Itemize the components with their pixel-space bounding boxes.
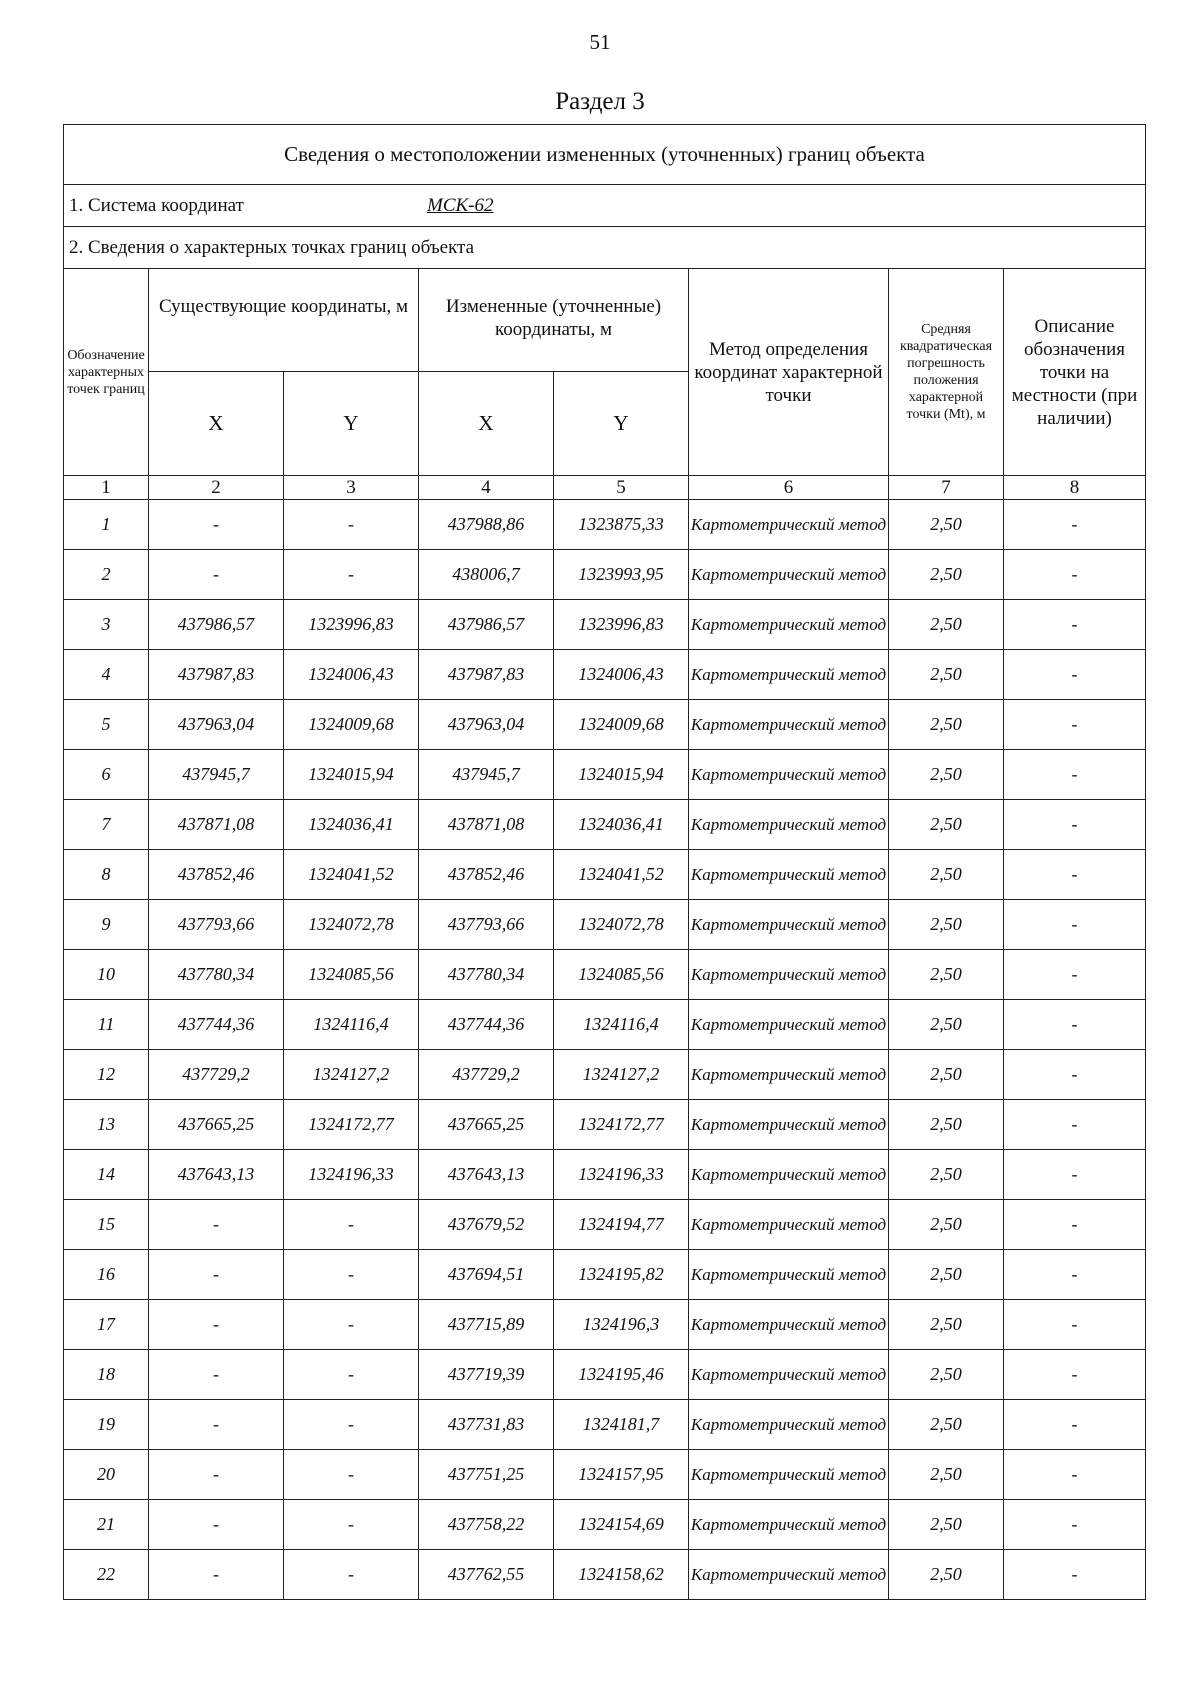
method-cell: Картометрический метод <box>689 500 889 550</box>
changed-y-cell: 1324172,77 <box>554 1100 689 1150</box>
existing-x-cell: 437744,36 <box>149 1000 284 1050</box>
point-number-cell: 8 <box>64 850 149 900</box>
point-number-cell: 12 <box>64 1050 149 1100</box>
existing-x-cell: 437665,25 <box>149 1100 284 1150</box>
point-number-cell: 10 <box>64 950 149 1000</box>
table-row <box>64 500 1146 550</box>
existing-y-cell: - <box>284 1400 419 1450</box>
existing-x-cell: 437945,7 <box>149 750 284 800</box>
table-row <box>64 1250 1146 1300</box>
description-cell: - <box>1004 1350 1146 1400</box>
column-number: 2 <box>149 476 284 500</box>
rmse-cell: 2,50 <box>889 600 1004 650</box>
method-cell: Картометрический метод <box>689 1250 889 1300</box>
rmse-cell: 2,50 <box>889 750 1004 800</box>
changed-x-cell: 437751,25 <box>419 1450 554 1500</box>
table-row <box>64 1500 1146 1550</box>
existing-y-cell: 1324116,4 <box>284 1000 419 1050</box>
table-row <box>64 1350 1146 1400</box>
method-cell: Картометрический метод <box>689 700 889 750</box>
description-cell: - <box>1004 1300 1146 1350</box>
table-row <box>64 1150 1146 1200</box>
rmse-cell: 2,50 <box>889 1450 1004 1500</box>
method-cell: Картометрический метод <box>689 850 889 900</box>
description-cell: - <box>1004 1200 1146 1250</box>
changed-y-cell: 1324154,69 <box>554 1500 689 1550</box>
changed-x-cell: 437719,39 <box>419 1350 554 1400</box>
table-row <box>64 850 1146 900</box>
point-number-cell: 14 <box>64 1150 149 1200</box>
existing-y-cell: 1324015,94 <box>284 750 419 800</box>
description-cell: - <box>1004 1550 1146 1600</box>
changed-y-cell: 1324036,41 <box>554 800 689 850</box>
existing-x-cell: - <box>149 1250 284 1300</box>
existing-x-cell: 437729,2 <box>149 1050 284 1100</box>
column-number: 7 <box>889 476 1004 500</box>
rmse-cell: 2,50 <box>889 1550 1004 1600</box>
changed-y-cell: 1324041,52 <box>554 850 689 900</box>
existing-x-cell: - <box>149 1300 284 1350</box>
method-cell: Картометрический метод <box>689 1400 889 1450</box>
rmse-cell: 2,50 <box>889 800 1004 850</box>
changed-x-cell: 437715,89 <box>419 1300 554 1350</box>
point-number-cell: 6 <box>64 750 149 800</box>
rmse-cell: 2,50 <box>889 650 1004 700</box>
table-row <box>64 1300 1146 1350</box>
changed-y-cell: 1324015,94 <box>554 750 689 800</box>
rmse-cell: 2,50 <box>889 950 1004 1000</box>
method-cell: Картометрический метод <box>689 1050 889 1100</box>
changed-x-cell: 438006,7 <box>419 550 554 600</box>
method-cell: Картометрический метод <box>689 1450 889 1500</box>
rmse-cell: 2,50 <box>889 850 1004 900</box>
point-number-cell: 3 <box>64 600 149 650</box>
description-cell: - <box>1004 1500 1146 1550</box>
description-cell: - <box>1004 1050 1146 1100</box>
description-cell: - <box>1004 500 1146 550</box>
changed-x-cell: 437963,04 <box>419 700 554 750</box>
changed-x-cell: 437945,7 <box>419 750 554 800</box>
changed-x-cell: 437852,46 <box>419 850 554 900</box>
rmse-cell: 2,50 <box>889 1350 1004 1400</box>
header-changed-x: X <box>419 372 554 476</box>
description-cell: - <box>1004 1000 1146 1050</box>
column-number: 8 <box>1004 476 1146 500</box>
point-number-cell: 1 <box>64 500 149 550</box>
method-cell: Картометрический метод <box>689 1550 889 1600</box>
changed-y-cell: 1324196,3 <box>554 1300 689 1350</box>
method-cell: Картометрический метод <box>689 750 889 800</box>
table-title: Сведения о местоположении измененных (уточненных) границ объекта <box>64 125 1146 185</box>
existing-y-cell: 1324085,56 <box>284 950 419 1000</box>
table-row <box>64 1450 1146 1500</box>
point-number-cell: 13 <box>64 1100 149 1150</box>
column-number: 6 <box>689 476 889 500</box>
table-row <box>64 1550 1146 1600</box>
existing-x-cell: - <box>149 500 284 550</box>
description-cell: - <box>1004 1100 1146 1150</box>
changed-y-cell: 1324157,95 <box>554 1450 689 1500</box>
point-number-cell: 17 <box>64 1300 149 1350</box>
method-cell: Картометрический метод <box>689 650 889 700</box>
existing-y-cell: 1324009,68 <box>284 700 419 750</box>
description-cell: - <box>1004 600 1146 650</box>
point-number-cell: 15 <box>64 1200 149 1250</box>
header-method: Метод определения координат характерной точки <box>689 269 889 476</box>
description-cell: - <box>1004 750 1146 800</box>
rmse-cell: 2,50 <box>889 1200 1004 1250</box>
description-cell: - <box>1004 550 1146 600</box>
existing-x-cell: - <box>149 1500 284 1550</box>
point-number-cell: 16 <box>64 1250 149 1300</box>
changed-y-cell: 1324085,56 <box>554 950 689 1000</box>
header-rmse: Средняя квадратическая погрешность положения характерной точки (Mt), м <box>889 269 1004 476</box>
description-cell: - <box>1004 650 1146 700</box>
point-number-cell: 11 <box>64 1000 149 1050</box>
header-changed-coordinates: Измененные (уточненные) координаты, м <box>419 269 689 372</box>
point-number-cell: 21 <box>64 1500 149 1550</box>
existing-x-cell: 437986,57 <box>149 600 284 650</box>
existing-y-cell: 1324127,2 <box>284 1050 419 1100</box>
existing-x-cell: 437987,83 <box>149 650 284 700</box>
changed-y-cell: 1324006,43 <box>554 650 689 700</box>
changed-x-cell: 437780,34 <box>419 950 554 1000</box>
method-cell: Картометрический метод <box>689 1150 889 1200</box>
existing-y-cell: - <box>284 500 419 550</box>
description-cell: - <box>1004 1450 1146 1500</box>
existing-x-cell: 437963,04 <box>149 700 284 750</box>
point-number-cell: 7 <box>64 800 149 850</box>
existing-x-cell: - <box>149 1350 284 1400</box>
method-cell: Картометрический метод <box>689 550 889 600</box>
point-number-cell: 22 <box>64 1550 149 1600</box>
changed-x-cell: 437679,52 <box>419 1200 554 1250</box>
description-cell: - <box>1004 900 1146 950</box>
table-row <box>64 1100 1146 1150</box>
changed-x-cell: 437731,83 <box>419 1400 554 1450</box>
existing-x-cell: - <box>149 1200 284 1250</box>
changed-x-cell: 437987,83 <box>419 650 554 700</box>
changed-x-cell: 437758,22 <box>419 1500 554 1550</box>
section-title: Раздел 3 <box>555 88 645 115</box>
changed-x-cell: 437986,57 <box>419 600 554 650</box>
changed-y-cell: 1324181,7 <box>554 1400 689 1450</box>
rmse-cell: 2,50 <box>889 900 1004 950</box>
existing-x-cell: 437780,34 <box>149 950 284 1000</box>
existing-y-cell: - <box>284 1250 419 1300</box>
method-cell: Картометрический метод <box>689 1000 889 1050</box>
changed-y-cell: 1324195,46 <box>554 1350 689 1400</box>
coordinate-system-label: 1. Система координат <box>69 194 244 216</box>
existing-x-cell: - <box>149 1450 284 1500</box>
rmse-cell: 2,50 <box>889 1000 1004 1050</box>
column-number: 5 <box>554 476 689 500</box>
existing-x-cell: 437871,08 <box>149 800 284 850</box>
existing-y-cell: - <box>284 1550 419 1600</box>
column-number: 3 <box>284 476 419 500</box>
table-row <box>64 1000 1146 1050</box>
column-number-row <box>64 476 1146 500</box>
description-cell: - <box>1004 1400 1146 1450</box>
rmse-cell: 2,50 <box>889 1400 1004 1450</box>
changed-y-cell: 1323875,33 <box>554 500 689 550</box>
rmse-cell: 2,50 <box>889 1300 1004 1350</box>
existing-x-cell: - <box>149 1400 284 1450</box>
point-number-cell: 4 <box>64 650 149 700</box>
existing-x-cell: 437852,46 <box>149 850 284 900</box>
existing-y-cell: - <box>284 1300 419 1350</box>
rmse-cell: 2,50 <box>889 1050 1004 1100</box>
header-description: Описание обозначения точки на местности (при наличии) <box>1004 269 1146 476</box>
rmse-cell: 2,50 <box>889 500 1004 550</box>
existing-y-cell: 1324036,41 <box>284 800 419 850</box>
table-row <box>64 950 1146 1000</box>
changed-y-cell: 1324127,2 <box>554 1050 689 1100</box>
points-info-label: 2. Сведения о характерных точках границ объекта <box>64 227 1146 269</box>
table-row <box>64 600 1146 650</box>
changed-x-cell: 437744,36 <box>419 1000 554 1050</box>
changed-x-cell: 437694,51 <box>419 1250 554 1300</box>
method-cell: Картометрический метод <box>689 800 889 850</box>
rmse-cell: 2,50 <box>889 1100 1004 1150</box>
page-number: 51 <box>589 30 611 54</box>
table-row <box>64 900 1146 950</box>
changed-y-cell: 1324116,4 <box>554 1000 689 1050</box>
point-number-cell: 20 <box>64 1450 149 1500</box>
coordinate-system-value: МСК-62 <box>427 194 494 216</box>
existing-y-cell: 1324072,78 <box>284 900 419 950</box>
method-cell: Картометрический метод <box>689 1300 889 1350</box>
changed-y-cell: 1324072,78 <box>554 900 689 950</box>
table-row <box>64 1400 1146 1450</box>
method-cell: Картометрический метод <box>689 900 889 950</box>
method-cell: Картометрический метод <box>689 1100 889 1150</box>
rmse-cell: 2,50 <box>889 550 1004 600</box>
changed-y-cell: 1324009,68 <box>554 700 689 750</box>
existing-y-cell: - <box>284 1450 419 1500</box>
existing-x-cell: 437643,13 <box>149 1150 284 1200</box>
table-row <box>64 650 1146 700</box>
description-cell: - <box>1004 800 1146 850</box>
rmse-cell: 2,50 <box>889 1150 1004 1200</box>
point-number-cell: 2 <box>64 550 149 600</box>
changed-x-cell: 437793,66 <box>419 900 554 950</box>
changed-x-cell: 437988,86 <box>419 500 554 550</box>
existing-y-cell: 1324196,33 <box>284 1150 419 1200</box>
coordinate-system-row <box>64 185 1146 227</box>
existing-x-cell: - <box>149 1550 284 1600</box>
header-designation: Обозначение характерных точек границ <box>64 269 149 476</box>
existing-y-cell: 1323996,83 <box>284 600 419 650</box>
existing-y-cell: 1324041,52 <box>284 850 419 900</box>
point-number-cell: 18 <box>64 1350 149 1400</box>
column-number: 4 <box>419 476 554 500</box>
rmse-cell: 2,50 <box>889 1500 1004 1550</box>
column-number: 1 <box>64 476 149 500</box>
method-cell: Картометрический метод <box>689 600 889 650</box>
table-row <box>64 800 1146 850</box>
changed-x-cell: 437871,08 <box>419 800 554 850</box>
existing-y-cell: - <box>284 1200 419 1250</box>
table-row <box>64 750 1146 800</box>
changed-x-cell: 437729,2 <box>419 1050 554 1100</box>
method-cell: Картометрический метод <box>689 1200 889 1250</box>
table-row <box>64 1200 1146 1250</box>
existing-y-cell: - <box>284 1500 419 1550</box>
changed-y-cell: 1324158,62 <box>554 1550 689 1600</box>
changed-x-cell: 437762,55 <box>419 1550 554 1600</box>
changed-x-cell: 437665,25 <box>419 1100 554 1150</box>
changed-y-cell: 1324194,77 <box>554 1200 689 1250</box>
header-existing-coordinates: Существующие координаты, м <box>149 269 419 372</box>
changed-y-cell: 1324196,33 <box>554 1150 689 1200</box>
description-cell: - <box>1004 1150 1146 1200</box>
header-changed-y: Y <box>554 372 689 476</box>
existing-y-cell: - <box>284 550 419 600</box>
rmse-cell: 2,50 <box>889 700 1004 750</box>
rmse-cell: 2,50 <box>889 1250 1004 1300</box>
header-existing-x: X <box>149 372 284 476</box>
changed-x-cell: 437643,13 <box>419 1150 554 1200</box>
description-cell: - <box>1004 950 1146 1000</box>
point-number-cell: 19 <box>64 1400 149 1450</box>
method-cell: Картометрический метод <box>689 1350 889 1400</box>
description-cell: - <box>1004 850 1146 900</box>
table-row <box>64 550 1146 600</box>
existing-x-cell: 437793,66 <box>149 900 284 950</box>
changed-y-cell: 1323996,83 <box>554 600 689 650</box>
changed-y-cell: 1324195,82 <box>554 1250 689 1300</box>
description-cell: - <box>1004 700 1146 750</box>
changed-y-cell: 1323993,95 <box>554 550 689 600</box>
method-cell: Картометрический метод <box>689 1500 889 1550</box>
boundary-points-table <box>63 124 1146 1600</box>
method-cell: Картометрический метод <box>689 950 889 1000</box>
table-row <box>64 1050 1146 1100</box>
header-existing-y: Y <box>284 372 419 476</box>
point-number-cell: 5 <box>64 700 149 750</box>
existing-y-cell: 1324006,43 <box>284 650 419 700</box>
point-number-cell: 9 <box>64 900 149 950</box>
description-cell: - <box>1004 1250 1146 1300</box>
existing-y-cell: - <box>284 1350 419 1400</box>
existing-y-cell: 1324172,77 <box>284 1100 419 1150</box>
existing-x-cell: - <box>149 550 284 600</box>
table-row <box>64 700 1146 750</box>
